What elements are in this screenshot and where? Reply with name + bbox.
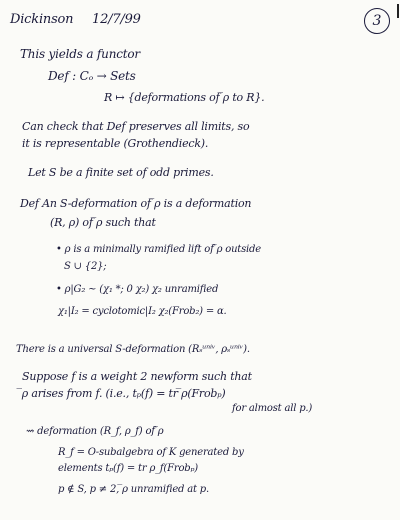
note-line: There is a universal S-deformation (Rₛᵘⁿⁱᵛ, ρₛᵘⁿⁱᵛ). [16, 344, 250, 355]
note-line: ̅ρ arises from f. (i.e., tₚ(f) = tr ̅ρ(Frobₚ) [22, 387, 226, 400]
note-line: S ∪ {2}; [64, 261, 107, 272]
note-line: p ∉ S, p ≠ 2, ̅ρ unramified at p. [58, 484, 209, 495]
note-line: (R, ρ) of ̅ρ such that [50, 216, 156, 229]
note-line: for almost all p.) [232, 403, 313, 414]
header-author: Dickinson [10, 12, 74, 27]
note-line: it is representable (Grothendieck). [22, 137, 209, 150]
note-line: ⇝ deformation (R_f, ρ_f) of ̅ρ [26, 426, 164, 437]
note-line: Suppose f is a weight 2 newform such that [22, 370, 252, 383]
note-line: This yields a functor [20, 47, 140, 61]
note-line: Let S be a finite set of odd primes. [28, 166, 214, 179]
note-line: R_f = Ο-subalgebra of K generated by [58, 447, 244, 458]
note-line: Can check that Def preserves all limits, so [22, 120, 250, 133]
header-date: 12/7/99 [92, 12, 141, 27]
note-line: • ρ is a minimally ramified lift of ̅ρ outside [56, 244, 261, 255]
page-number-circle: 3 [364, 8, 390, 34]
page-edge-mark [397, 4, 399, 18]
note-line: Def : Cₒ → Sets [48, 69, 136, 83]
note-line: Def An S-deformation of ̅ρ is a deformation [20, 197, 252, 210]
note-line: R ↦ {deformations of ̅ρ to R}. [104, 91, 265, 104]
note-line: elements tₚ(f) = tr ρ_f(Frobₚ) [58, 463, 198, 474]
note-line: • ρ|G₂ ~ (χ₁ *; 0 χ₂) χ₂ unramified [56, 284, 219, 295]
note-line: χ₁|I₂ = cyclotomic|I₂ χ₂(Frob₂) = α. [58, 306, 227, 317]
